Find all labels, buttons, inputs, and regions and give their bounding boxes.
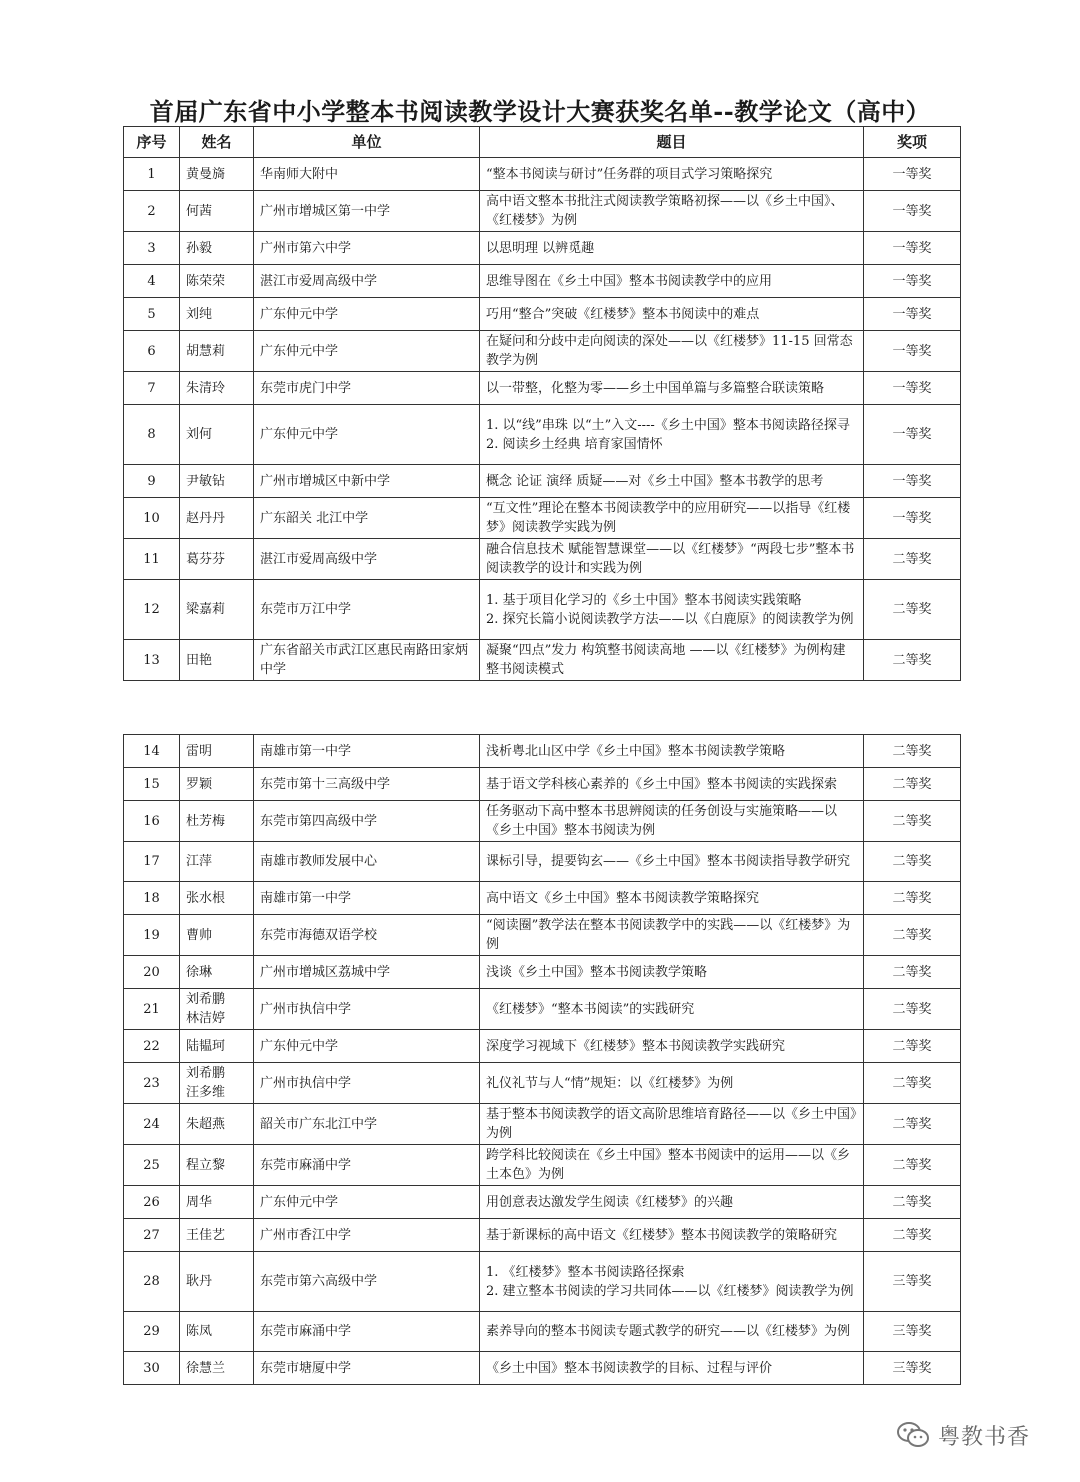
cell-topic: 礼仪礼节与人“情”规矩：以《红楼梦》为例	[480, 1063, 864, 1104]
cell-unit: 东莞市海德双语学校	[254, 915, 480, 956]
cell-unit: 广州市增城区第一中学	[254, 191, 480, 232]
table-row	[124, 956, 961, 989]
table-row	[124, 735, 961, 768]
cell-topic: 1. 基于项目化学习的《乡土中国》整本书阅读实践策略 2. 探究长篇小说阅读教学方法——以《白鹿原》的阅读教学为例	[480, 580, 864, 640]
cell-no: 7	[124, 372, 180, 405]
cell-award: 二等奖	[864, 1145, 961, 1186]
cell-topic: 浅析粤北山区中学《乡土中国》整本书阅读教学策略	[480, 735, 864, 768]
cell-no: 22	[124, 1030, 180, 1063]
watermark	[896, 1415, 1056, 1455]
header-topic: 题目	[480, 127, 864, 158]
table-row	[124, 298, 961, 331]
cell-name: 葛芬芬	[180, 539, 254, 580]
cell-name: 黄曼旖	[180, 158, 254, 191]
cell-award: 二等奖	[864, 1219, 961, 1252]
cell-award: 一等奖	[864, 232, 961, 265]
cell-award: 一等奖	[864, 158, 961, 191]
cell-no: 13	[124, 640, 180, 681]
cell-name: 王佳艺	[180, 1219, 254, 1252]
cell-award: 一等奖	[864, 298, 961, 331]
cell-award: 二等奖	[864, 801, 961, 842]
award-table-part1	[123, 126, 961, 681]
header-award: 奖项	[864, 127, 961, 158]
page-title: 首届广东省中小学整本书阅读教学设计大赛获奖名单--教学论文（高中）	[149, 97, 931, 126]
cell-no: 8	[124, 405, 180, 465]
cell-topic: 浅谈《乡土中国》整本书阅读教学策略	[480, 956, 864, 989]
cell-name: 雷明	[180, 735, 254, 768]
cell-award: 二等奖	[864, 1063, 961, 1104]
cell-topic: 跨学科比较阅读在《乡土中国》整本书阅读中的运用——以《乡土本色》为例	[480, 1145, 864, 1186]
cell-no: 16	[124, 801, 180, 842]
cell-name: 曹帅	[180, 915, 254, 956]
table-row	[124, 882, 961, 915]
table-row	[124, 989, 961, 1030]
cell-unit: 东莞市麻涌中学	[254, 1312, 480, 1352]
table-row	[124, 1104, 961, 1145]
cell-name: 周华	[180, 1186, 254, 1219]
cell-topic: 1. 以“线”串珠 以“土”入文----《乡土中国》整本书阅读路径探寻 2. 阅读乡土经典 培育家国情怀	[480, 405, 864, 465]
cell-award: 二等奖	[864, 1030, 961, 1063]
cell-topic: 用创意表达激发学生阅读《红楼梦》的兴趣	[480, 1186, 864, 1219]
cell-name: 尹敏钻	[180, 465, 254, 498]
cell-no: 15	[124, 768, 180, 801]
cell-award: 一等奖	[864, 405, 961, 465]
cell-award: 一等奖	[864, 372, 961, 405]
cell-name: 罗颖	[180, 768, 254, 801]
cell-topic: 高中语文整本书批注式阅读教学策略初探——以《乡土中国》、《红楼梦》为例	[480, 191, 864, 232]
cell-topic: 巧用“整合”突破《红楼梦》整本书阅读中的难点	[480, 298, 864, 331]
cell-no: 17	[124, 842, 180, 882]
cell-unit: 广东韶关 北江中学	[254, 498, 480, 539]
header-no: 序号	[124, 127, 180, 158]
cell-unit: 广东仲元中学	[254, 1186, 480, 1219]
cell-no: 6	[124, 331, 180, 372]
cell-topic: “整本书阅读与研讨”任务群的项目式学习策略探究	[480, 158, 864, 191]
table-row	[124, 539, 961, 580]
cell-name: 孙毅	[180, 232, 254, 265]
cell-unit: 广州市执信中学	[254, 1063, 480, 1104]
cell-award: 二等奖	[864, 989, 961, 1030]
cell-unit: 东莞市第四高级中学	[254, 801, 480, 842]
cell-no: 20	[124, 956, 180, 989]
table-row	[124, 1186, 961, 1219]
wechat-icon	[896, 1420, 930, 1450]
cell-unit: 东莞市虎门中学	[254, 372, 480, 405]
cell-topic: 任务驱动下高中整本书思辨阅读的任务创设与实施策略——以《乡土中国》整本书阅读为例	[480, 801, 864, 842]
cell-name: 田艳	[180, 640, 254, 681]
cell-no: 24	[124, 1104, 180, 1145]
table-row	[124, 1252, 961, 1312]
cell-no: 30	[124, 1352, 180, 1385]
cell-unit: 广州市香江中学	[254, 1219, 480, 1252]
cell-unit: 广东仲元中学	[254, 298, 480, 331]
cell-unit: 华南师大附中	[254, 158, 480, 191]
cell-topic: 融合信息技术 赋能智慧课堂——以《红楼梦》“两段七步”整本书阅读教学的设计和实践为例	[480, 539, 864, 580]
cell-name: 梁嘉莉	[180, 580, 254, 640]
cell-award: 二等奖	[864, 1104, 961, 1145]
table-row	[124, 842, 961, 882]
cell-award: 二等奖	[864, 956, 961, 989]
cell-topic: 深度学习视域下《红楼梦》整本书阅读教学实践研究	[480, 1030, 864, 1063]
cell-name: 朱清玲	[180, 372, 254, 405]
cell-name: 江萍	[180, 842, 254, 882]
cell-topic: 1. 《红楼梦》整本书阅读路径探索 2. 建立整本书阅读的学习共同体——以《红楼梦》阅读教学为例	[480, 1252, 864, 1312]
cell-name: 张水根	[180, 882, 254, 915]
cell-no: 4	[124, 265, 180, 298]
cell-no: 10	[124, 498, 180, 539]
table-row	[124, 915, 961, 956]
cell-unit: 南雄市第一中学	[254, 735, 480, 768]
cell-unit: 南雄市第一中学	[254, 882, 480, 915]
cell-no: 26	[124, 1186, 180, 1219]
cell-award: 二等奖	[864, 882, 961, 915]
cell-no: 14	[124, 735, 180, 768]
cell-no: 11	[124, 539, 180, 580]
watermark-text: 粤教书香	[938, 1424, 1031, 1450]
table-row	[124, 372, 961, 405]
cell-topic: 课标引导，提要钩玄——《乡土中国》整本书阅读指导教学研究	[480, 842, 864, 882]
cell-award: 一等奖	[864, 465, 961, 498]
cell-topic: 概念 论证 演绎 质疑——对《乡土中国》整本书教学的思考	[480, 465, 864, 498]
table-row	[124, 405, 961, 465]
cell-unit: 广东仲元中学	[254, 405, 480, 465]
cell-no: 25	[124, 1145, 180, 1186]
cell-unit: 广东仲元中学	[254, 1030, 480, 1063]
cell-name: 刘何	[180, 405, 254, 465]
cell-unit: 韶关市广东北江中学	[254, 1104, 480, 1145]
table-row	[124, 191, 961, 232]
cell-unit: 东莞市塘厦中学	[254, 1352, 480, 1385]
cell-name: 陆韫珂	[180, 1030, 254, 1063]
cell-name: 赵丹丹	[180, 498, 254, 539]
cell-unit: 广州市增城区中新中学	[254, 465, 480, 498]
table-row	[124, 1145, 961, 1186]
table-row	[124, 1030, 961, 1063]
cell-no: 3	[124, 232, 180, 265]
cell-topic: 以一带整，化整为零——乡土中国单篇与多篇整合联读策略	[480, 372, 864, 405]
cell-award: 二等奖	[864, 580, 961, 640]
cell-award: 一等奖	[864, 191, 961, 232]
cell-award: 二等奖	[864, 735, 961, 768]
cell-name: 刘纯	[180, 298, 254, 331]
header-unit: 单位	[254, 127, 480, 158]
cell-name: 何茜	[180, 191, 254, 232]
cell-award: 二等奖	[864, 640, 961, 681]
cell-unit: 广州市增城区荔城中学	[254, 956, 480, 989]
cell-no: 18	[124, 882, 180, 915]
cell-no: 9	[124, 465, 180, 498]
cell-unit: 广州市第六中学	[254, 232, 480, 265]
cell-award: 二等奖	[864, 1186, 961, 1219]
cell-topic: 思维导图在《乡土中国》整本书阅读教学中的应用	[480, 265, 864, 298]
cell-unit: 广东仲元中学	[254, 331, 480, 372]
cell-no: 29	[124, 1312, 180, 1352]
table-row	[124, 232, 961, 265]
cell-topic: 基于新课标的高中语文《红楼梦》整本书阅读教学的策略研究	[480, 1219, 864, 1252]
cell-name: 刘希鹏 汪多维	[180, 1063, 254, 1104]
cell-unit: 东莞市第十三高级中学	[254, 768, 480, 801]
cell-name: 杜芳梅	[180, 801, 254, 842]
award-table-part2	[123, 734, 961, 1385]
cell-award: 二等奖	[864, 768, 961, 801]
cell-topic: “阅读圈”教学法在整本书阅读教学中的实践——以《红楼梦》为例	[480, 915, 864, 956]
cell-name: 朱超燕	[180, 1104, 254, 1145]
cell-no: 23	[124, 1063, 180, 1104]
cell-name: 耿丹	[180, 1252, 254, 1312]
cell-topic: 素养导向的整本书阅读专题式教学的研究——以《红楼梦》为例	[480, 1312, 864, 1352]
table-row	[124, 331, 961, 372]
table-row	[124, 768, 961, 801]
cell-award: 一等奖	[864, 498, 961, 539]
cell-award: 二等奖	[864, 539, 961, 580]
cell-no: 21	[124, 989, 180, 1030]
table-header-row	[124, 127, 961, 158]
table-row	[124, 265, 961, 298]
cell-topic: 凝聚“四点”发力 构筑整书阅读高地 ——以《红楼梦》为例构建整书阅读模式	[480, 640, 864, 681]
cell-name: 陈荣荣	[180, 265, 254, 298]
cell-topic: 基于语文学科核心素养的《乡土中国》整本书阅读的实践探索	[480, 768, 864, 801]
cell-topic: 《红楼梦》“整本书阅读”的实践研究	[480, 989, 864, 1030]
table-row	[124, 1063, 961, 1104]
table-row	[124, 1219, 961, 1252]
table-row	[124, 465, 961, 498]
cell-unit: 东莞市麻涌中学	[254, 1145, 480, 1186]
cell-name: 徐慧兰	[180, 1352, 254, 1385]
table-row	[124, 640, 961, 681]
cell-no: 19	[124, 915, 180, 956]
cell-award: 二等奖	[864, 915, 961, 956]
cell-unit: 湛江市爱周高级中学	[254, 265, 480, 298]
cell-name: 徐琳	[180, 956, 254, 989]
cell-unit: 广东省韶关市武江区惠民南路田家炳中学	[254, 640, 480, 681]
cell-award: 二等奖	[864, 842, 961, 882]
table-row	[124, 158, 961, 191]
cell-topic: 高中语文《乡土中国》整本书阅读教学策略探究	[480, 882, 864, 915]
table-row	[124, 498, 961, 539]
cell-no: 28	[124, 1252, 180, 1312]
cell-unit: 东莞市万江中学	[254, 580, 480, 640]
cell-topic: 以思明理 以辨觅趣	[480, 232, 864, 265]
table-row	[124, 1312, 961, 1352]
cell-unit: 东莞市第六高级中学	[254, 1252, 480, 1312]
table-row	[124, 1352, 961, 1385]
cell-award: 一等奖	[864, 331, 961, 372]
cell-award: 一等奖	[864, 265, 961, 298]
cell-no: 12	[124, 580, 180, 640]
cell-topic: “互文性”理论在整本书阅读教学中的应用研究——以指导《红楼梦》阅读教学实践为例	[480, 498, 864, 539]
header-name: 姓名	[180, 127, 254, 158]
cell-no: 5	[124, 298, 180, 331]
cell-name: 胡慧莉	[180, 331, 254, 372]
cell-no: 1	[124, 158, 180, 191]
cell-unit: 广州市执信中学	[254, 989, 480, 1030]
cell-name: 程立黎	[180, 1145, 254, 1186]
cell-topic: 在疑问和分歧中走向阅读的深处——以《红楼梦》11-15 回常态教学为例	[480, 331, 864, 372]
cell-award: 三等奖	[864, 1352, 961, 1385]
cell-award: 三等奖	[864, 1312, 961, 1352]
cell-name: 刘希鹏 林洁婷	[180, 989, 254, 1030]
cell-name: 陈凤	[180, 1312, 254, 1352]
cell-no: 27	[124, 1219, 180, 1252]
cell-topic: 《乡土中国》整本书阅读教学的目标、过程与评价	[480, 1352, 864, 1385]
table-row	[124, 801, 961, 842]
cell-award: 三等奖	[864, 1252, 961, 1312]
table-row	[124, 580, 961, 640]
cell-unit: 南雄市教师发展中心	[254, 842, 480, 882]
cell-topic: 基于整本书阅读教学的语文高阶思维培育路径——以《乡土中国》为例	[480, 1104, 864, 1145]
cell-unit: 湛江市爱周高级中学	[254, 539, 480, 580]
cell-no: 2	[124, 191, 180, 232]
